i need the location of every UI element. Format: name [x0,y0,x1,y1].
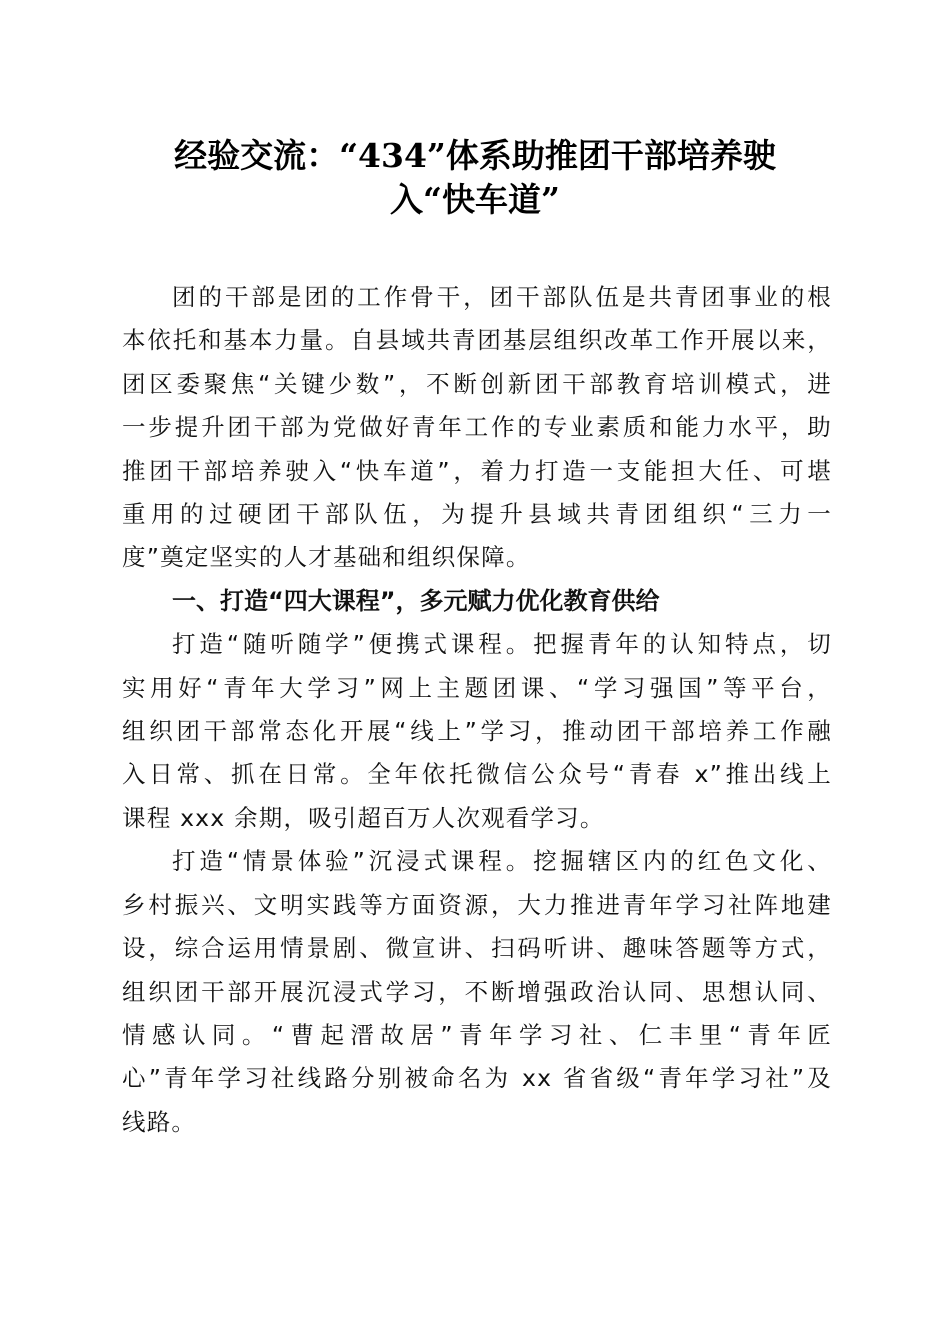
paragraph-line: 团的干部是团的工作骨干，团干部队伍是共青团事业的根 [172,283,832,311]
paragraph-line: 设，综合运用情景剧、微宣讲、扫码听讲、趣味答题等方式， [122,934,832,963]
paragraph-line: 心”青年学习社线路分别被命名为 xx 省省级“青年学习社”及 [122,1064,832,1093]
paragraph-line: 本依托和基本力量。自县域共青团基层组织改革工作开展以来， [122,326,832,355]
paragraph-line: 实用好“青年大学习”网上主题团课、“学习强国”等平台， [122,673,832,702]
title-line-2: 入“快车道” [390,180,560,219]
paragraph-line: 线路。 [122,1107,197,1136]
document-title [120,134,830,222]
paragraph-line: 打造“情景体验”沉浸式课程。挖掘辖区内的红色文化、 [172,847,832,876]
paragraph-line: 组织团干部常态化开展“线上”学习，推动团干部培养工作融 [122,717,832,746]
paragraph-line: 情感认同。“曹起溍故居”青年学习社、仁丰里“青年匠 [122,1020,832,1049]
paragraph-line: 度”奠定坚实的人才基础和组织保障。 [122,543,531,572]
portable-course-paragraph [122,623,832,840]
paragraph-line: 入日常、抓在日常。全年依托微信公众号“青春 x”推出线上 [122,760,832,789]
paragraph-line: 打造“随听随学”便携式课程。把握青年的认知特点，切 [172,630,832,659]
title-line-1: 经验交流：“434”体系助推团干部培养驶 [174,136,776,175]
immersive-course-paragraph [122,840,832,1144]
paragraph-line: 乡村振兴、文明实践等方面资源，大力推进青年学习社阵地建 [122,890,832,919]
section-heading-1: 一、打造“四大课程”，多元赋力优化教育供给 [172,586,660,615]
document-body [122,276,832,1144]
paragraph-line: 重用的过硬团干部队伍，为提升县域共青团组织“三力一 [122,500,832,529]
intro-paragraph [122,276,832,580]
paragraph-line: 推团干部培养驶入“快车道”，着力打造一支能担大任、可堪 [122,456,832,485]
paragraph-line: 一步提升团干部为党做好青年工作的专业素质和能力水平，助 [122,413,832,442]
paragraph-line: 课程 xxx 余期，吸引超百万人次观看学习。 [122,803,605,832]
paragraph-line: 团区委聚焦“关键少数”，不断创新团干部教育培训模式，进 [122,369,832,398]
paragraph-line: 组织团干部开展沉浸式学习，不断增强政治认同、思想认同、 [122,977,832,1006]
